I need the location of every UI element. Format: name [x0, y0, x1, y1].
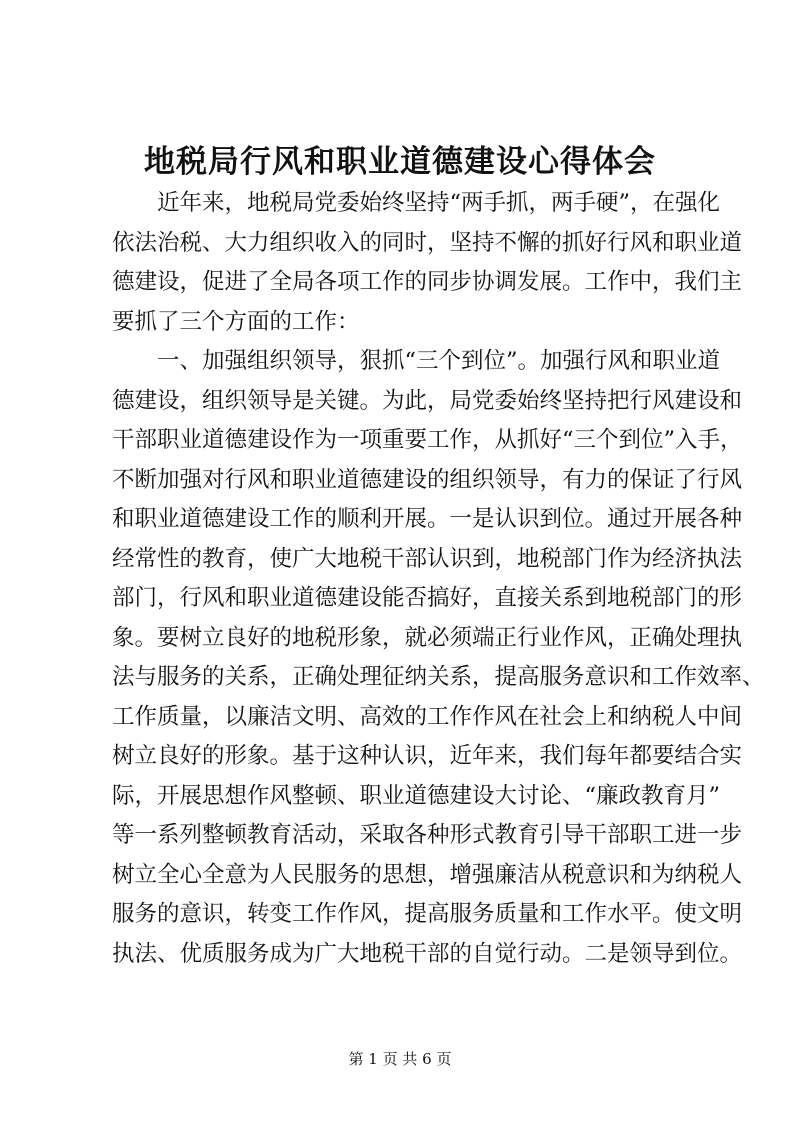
body-line: 部门，行风和职业道德建设能否搞好，直接关系到地税部门的形 — [112, 585, 743, 611]
body-line: 树立全心全意为人民服务的思想，增强廉洁从税意识和为纳税人 — [112, 861, 743, 888]
body-line: 服务的意识，转变工作作风，提高服务质量和工作水平。使文明 — [112, 901, 743, 927]
body-line: 依法治税、大力组织收入的同时，坚持不懈的抓好行风和职业道 — [112, 229, 743, 256]
page-footer: 第 1 页 共 6 页 — [348, 1050, 452, 1068]
body-line: 干部职业道德建设作为一项重要工作，从抓好“三个到位”入手， — [112, 427, 743, 453]
body-line: 和职业道德建设工作的顺利开展。一是认识到位。通过开展各种 — [112, 506, 743, 532]
body-line: 德建设，组织领导是关键。为此，局党委始终坚持把行风建设和 — [112, 387, 743, 414]
body-line: 际，开展思想作风整顿、职业道德建设大讨论、“廉政教育月” — [112, 782, 721, 809]
body-line: 树立良好的形象。基于这种认识，近年来，我们每年都要结合实 — [112, 743, 743, 769]
body-line: 要抓了三个方面的工作： — [112, 308, 360, 335]
body-line: 象。要树立良好的地税形象，就必须端正行业作风，正确处理执 — [112, 624, 743, 651]
body-line: 工作质量，以廉洁文明、高效的工作作风在社会上和纳税人中间 — [112, 703, 743, 730]
document-body — [112, 184, 765, 974]
body-line: 经常性的教育，使广大地税干部认识到，地税部门作为经济执法 — [112, 545, 743, 572]
body-line: 德建设，促进了全局各项工作的同步协调发展。工作中，我们主 — [112, 269, 743, 295]
body-line: 等一系列整顿教育活动，采取各种形式教育引导干部职工进一步 — [112, 822, 743, 848]
body-line: 近年来，地税局党委始终坚持“两手抓，两手硬”，在强化 — [157, 190, 721, 216]
body-line: 法与服务的关系，正确处理征纳关系，提高服务意识和工作效率、 — [112, 664, 765, 690]
body-line: 不断加强对行风和职业道德建设的组织领导，有力的保证了行风 — [112, 466, 743, 493]
body-line: 一、加强组织领导，狠抓“三个到位”。加强行风和职业道 — [157, 348, 721, 374]
document-title: 地税局行风和职业道德建设心得体会 — [144, 144, 656, 180]
body-line: 执法、优质服务成为广大地税干部的自觉行动。二是领导到位。 — [112, 940, 743, 967]
